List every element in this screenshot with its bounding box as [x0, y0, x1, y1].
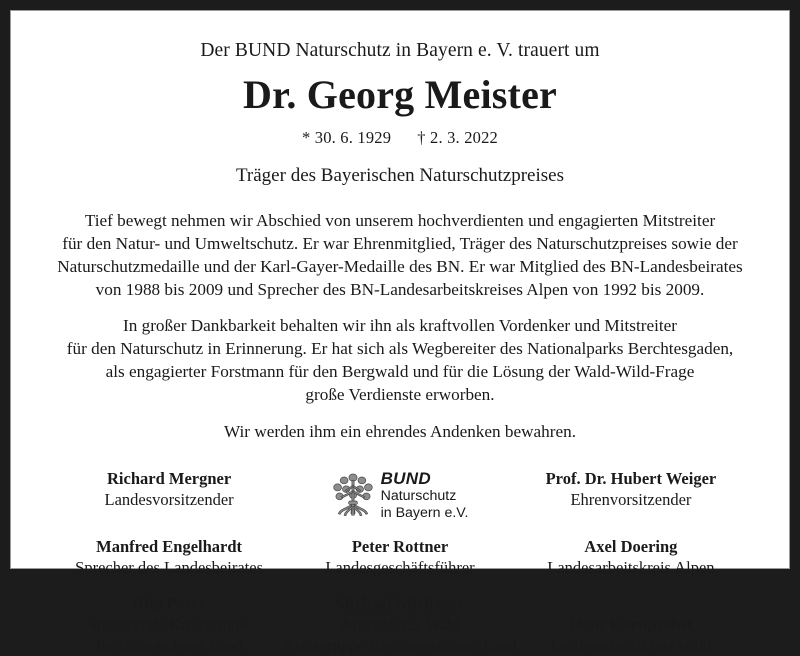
mourning-lead-line: Der BUND Naturschutz in Bayern e. V. trauert um	[200, 40, 600, 61]
signatory-role: Landesvorsitzender	[104, 489, 234, 509]
paragraph-line: für den Natur- und Umweltschutz. Er war Ehrenmitglied, Träger des Naturschutzpreises sowie der	[62, 233, 738, 253]
signatory-hubert-weiger	[519, 468, 743, 510]
obituary-notice-card	[10, 10, 790, 655]
bund-logo-text	[381, 469, 469, 522]
signatory-role: Arbeitskreis Wald	[340, 614, 460, 634]
signatory-name: Michael Nürbauer	[334, 593, 466, 613]
signatory-michael-nuerbauer	[281, 593, 519, 656]
signatory-role: Sprecher des Landesbeirates	[75, 558, 263, 578]
signatory-name: Axel Doering	[584, 537, 678, 557]
signatory-name: Richard Mergner	[107, 468, 232, 488]
bund-subtitle-line-1: Naturschutz	[380, 488, 457, 505]
signatory-role: Landesgeschäftsführer	[325, 558, 475, 578]
bund-wordmark: BUND	[380, 468, 431, 488]
signatory-hans-kornprobst	[519, 593, 743, 656]
tribute-paragraph-1	[57, 210, 743, 302]
signatory-role: Landesarbeitskreis Wald	[549, 635, 712, 655]
notice-body	[11, 11, 789, 656]
bund-subtitle-line-2: in Bayern e.V.	[380, 505, 469, 522]
award-line: Träger des Bayerischen Naturschutzpreises	[235, 165, 564, 187]
signatory-role: Landesarbeitskreis Alpen	[547, 558, 715, 578]
paragraph-line: Tief bewegt nehmen wir Abschied von unserem hochverdienten und engagierten Mitstreiter	[84, 210, 716, 230]
paragraph-line: für den Naturschutz in Erinnerung. Er hat sich als Wegbereiter des Nationalparks Berchtesgaden,	[66, 339, 734, 359]
life-dates	[57, 128, 743, 148]
signatory-name: Rita Poser	[132, 593, 206, 613]
signatory-richard-mergner	[57, 468, 281, 510]
deceased-name: Dr. Georg Meister	[242, 72, 557, 118]
birth-date: * 30. 6. 1929	[301, 128, 392, 148]
paragraph-line: als engagierter Forstmann für den Bergwald und für die Lösung der Wald-Wild-Frage	[105, 362, 695, 382]
signatory-grid	[57, 468, 743, 656]
paragraph-line: In großer Dankbarkeit behalten wir ihn als kraftvollen Vordenker und Mitstreiter	[123, 316, 677, 336]
bund-logo	[281, 468, 519, 522]
bund-logo-lockup	[332, 469, 469, 522]
closing-line: Wir werden ihm ein ehrendes Andenken bewahren.	[224, 421, 576, 441]
signatory-name: Manfred Engelhardt	[96, 537, 243, 557]
paragraph-line: Naturschutzmedaille und der Karl-Gayer-Medaille des BN. Er war Mitglied des BN-Landesbeirates	[57, 256, 743, 276]
paragraph-line: große Verdienste erworben.	[305, 385, 495, 405]
signatory-rita-poser	[57, 593, 281, 656]
signatory-name: Prof. Dr. Hubert Weiger	[545, 468, 717, 488]
signatory-role: Kreisgruppe Berchtesgadener Land	[283, 635, 517, 655]
signatory-role: Vorsitzende Kreisgruppe	[87, 614, 251, 634]
signatory-peter-rottner	[281, 536, 519, 578]
tribute-paragraph-2	[57, 315, 743, 407]
signatory-manfred-engelhardt	[57, 536, 281, 578]
paragraph-line: von 1988 bis 2009 und Sprecher des BN-Landesarbeitskreises Alpen von 1992 bis 2009.	[95, 279, 705, 299]
signatory-name: Peter Rottner	[351, 537, 449, 557]
death-date: † 2. 3. 2022	[417, 128, 498, 148]
signatory-role: Berchtesgadener Land	[95, 635, 244, 655]
signatory-role: Ehrenvorsitzender	[570, 489, 692, 509]
bund-tree-icon	[332, 473, 374, 518]
signatory-name: Hans Kornprobst	[568, 614, 693, 634]
signatory-axel-doering	[519, 536, 743, 578]
